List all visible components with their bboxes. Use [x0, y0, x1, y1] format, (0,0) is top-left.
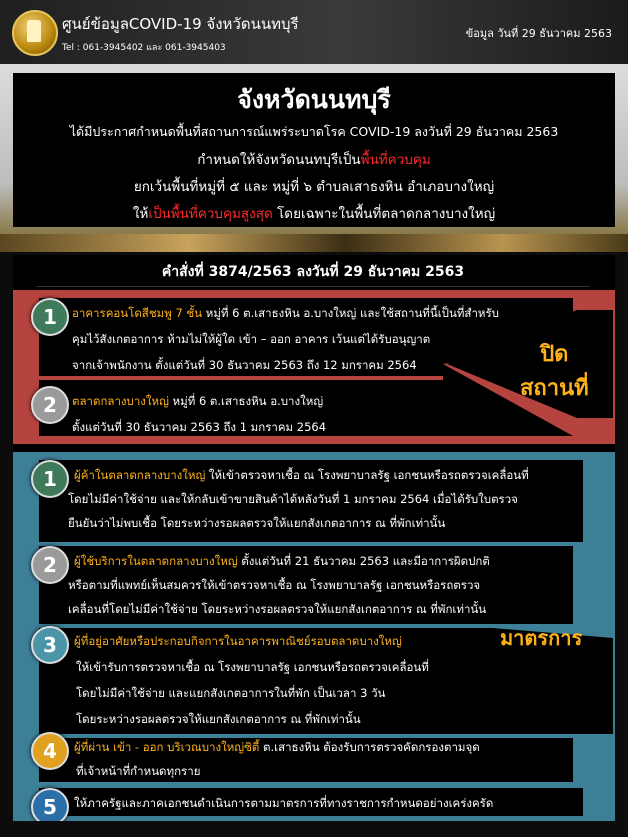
closure-item-number: 2 — [31, 386, 69, 424]
measure-item-number: 5 — [31, 788, 69, 826]
max-control-highlight: เป็นพื้นที่ควบคุมสูงสุด — [148, 206, 273, 222]
measure-2-line-2: หรือตามที่แพทย์เห็นสมควรให้เข้าตรวจหาเชื้อ ณ โรงพยาบาลรัฐ เอกชนหรือรถตรวจ — [68, 578, 481, 592]
measure-4-rest: ต.เสาธงหิน ต้องรับการตรวจคัดกรองตามจุด — [259, 740, 480, 754]
measure-item-number: 4 — [31, 732, 69, 770]
closure-item-1-line-3: จากเจ้าพนักงาน ตั้งแต่วันที่ 30 ธันวาคม 2563 ถึง 12 มกราคม 2564 — [72, 358, 417, 372]
measure-3-line-2: ให้เข้ารับการตรวจหาเชื้อ ณ โรงพยาบาลรัฐ เอกชนหรือรถตรวจเคลื่อนที่ — [76, 660, 429, 674]
close-venue-label — [520, 338, 589, 406]
province-seal-logo — [12, 10, 58, 56]
measure-1-line-3: ยืนยันว่าไม่พบเชื้อ โดยระหว่างรอผลตรวจให้แยกสังเกตอาการ ณ ที่พักเท่านั้น — [68, 516, 446, 530]
data-date: ข้อมูล วันที่ 29 ธันวาคม 2563 — [465, 27, 612, 40]
closure-item-1-rest: หมู่ที่ 6 ต.เสาธงหิน อ.บางใหญ่ และใช้สถานที่นี้เป็นที่สำหรับ — [202, 306, 499, 320]
close-label-line-2: สถานที่ — [520, 376, 589, 401]
measure-item-number: 3 — [31, 626, 69, 664]
announcement-line-2 — [0, 148, 628, 170]
closure-item-2-line-2: ตั้งแต่วันที่ 30 ธันวาคม 2563 ถึง 1 มกราคม 2564 — [72, 420, 327, 434]
closure-item-1-line-1 — [72, 300, 499, 326]
line-4-prefix: ให้ — [132, 206, 149, 222]
closure-item-1-highlight: อาคารคอนโดสีชมพู 7 ชั้น — [72, 306, 203, 320]
measure-3-line-1 — [74, 628, 402, 654]
bottom-strip — [0, 821, 628, 837]
measure-item-number: 2 — [31, 546, 69, 584]
close-label-line-1: ปิด — [540, 342, 569, 367]
phone-numbers: Tel : 061-3945402 และ 061-3945403 — [62, 43, 226, 53]
measure-2-rest: ตั้งแต่วันที่ 21 ธันวาคม 2563 และมีอาการผิดปกติ — [237, 554, 490, 568]
closure-item-2-line-1 — [72, 388, 323, 414]
measure-1-line-2: โดยไม่มีค่าใช้จ่าย และให้กลับเข้าขายสินค้าได้หลังวันที่ 1 มกราคม 2564 เมื่อได้รับใบตรวจ — [68, 492, 518, 506]
province-title: จังหวัดนนทบุรี — [237, 85, 391, 114]
measure-2-line-1 — [74, 548, 490, 574]
measure-4-highlight: ผู้ที่ผ่าน เข้า - ออก บริเวณบางใหญ่ซิตี้ — [74, 740, 260, 754]
measure-1-line-1 — [74, 462, 529, 488]
measure-1-highlight: ผู้ค้าในตลาดกลางบางใหญ่ — [74, 468, 206, 482]
line-4-suffix: โดยเฉพาะในพื้นที่ตลาดกลางบางใหญ่ — [272, 206, 496, 222]
line-2-prefix: กำหนดให้จังหวัดนนทบุรีเป็น — [197, 152, 361, 168]
order-title: คำสั่งที่ 3874/2563 ลงวันที่ 29 ธันวาคม 2563 — [36, 258, 590, 287]
measure-5-rest: ให้ภาครัฐและภาคเอกชนดำเนินการตามมาตรการที่ทางราชการกำหนดอย่างเคร่งครัด — [74, 796, 494, 810]
measure-4-line-1 — [74, 734, 480, 760]
measure-4-line-2: ที่เจ้าหน้าที่กำหนดทุกราย — [76, 764, 201, 778]
announcement-line-1: ได้มีประกาศกำหนดพื้นที่สถานการณ์แพร่ระบาดโรค COVID-19 ลงวันที่ 29 ธันวาคม 2563 — [69, 124, 559, 139]
measure-3-line-4: โดยระหว่างรอผลตรวจให้แยกสังเกตอาการ ณ ที่พักเท่านั้น — [76, 712, 361, 726]
announcement-line-4 — [0, 202, 628, 224]
measures-label: มาตรการ — [500, 626, 583, 650]
closure-item-1-line-2: คุมไว้สังเกตอาการ ห้ามไม่ให้ผู้ใด เข้า – ออก อาคาร เว้นแต่ได้รับอนุญาต — [72, 332, 431, 346]
measure-2-line-3: เคลื่อนที่โดยไม่มีค่าใช้จ่าย โดยระหว่างรอผลตรวจให้แยกสังเกตอาการ ณ ที่พักเท่านั้น — [68, 602, 487, 616]
measure-2-highlight: ผู้ใช้บริการในตลาดกลางบางใหญ่ — [74, 554, 238, 568]
closure-item-number: 1 — [31, 298, 69, 336]
closure-item-2-highlight: ตลาดกลางบางใหญ่ — [72, 394, 169, 408]
org-name: ศูนย์ข้อมูลCOVID-19 จังหวัดนนทบุรี — [62, 15, 299, 33]
measure-3-highlight: ผู้ที่อยู่อาศัยหรือประกอบกิจการในอาคารพาณิชย์รอบตลาดบางใหญ่ — [74, 634, 402, 648]
closure-item-2-rest: หมู่ที่ 6 ต.เสาธงหิน อ.บางใหญ่ — [168, 394, 324, 408]
control-zone-highlight: พื้นที่ควบคุม — [360, 152, 431, 168]
measure-item-number: 1 — [31, 460, 69, 498]
announcement-line-3: ยกเว้นพื้นที่หมู่ที่ ๕ และ หมู่ที่ ๖ ตำบลเสาธงหิน อำเภอบางใหญ่ — [133, 179, 495, 195]
measure-5-line-1 — [74, 790, 493, 816]
measure-1-rest: ให้เข้าตรวจหาเชื้อ ณ โรงพยาบาลรัฐ เอกชนหรือรถตรวจเคลื่อนที่ — [205, 468, 529, 482]
gold-divider-band — [0, 234, 628, 252]
measure-3-line-3: โดยไม่มีค่าใช้จ่าย และแยกสังเกตอาการในที่พัก เป็นเวลา 3 วัน — [76, 686, 386, 700]
